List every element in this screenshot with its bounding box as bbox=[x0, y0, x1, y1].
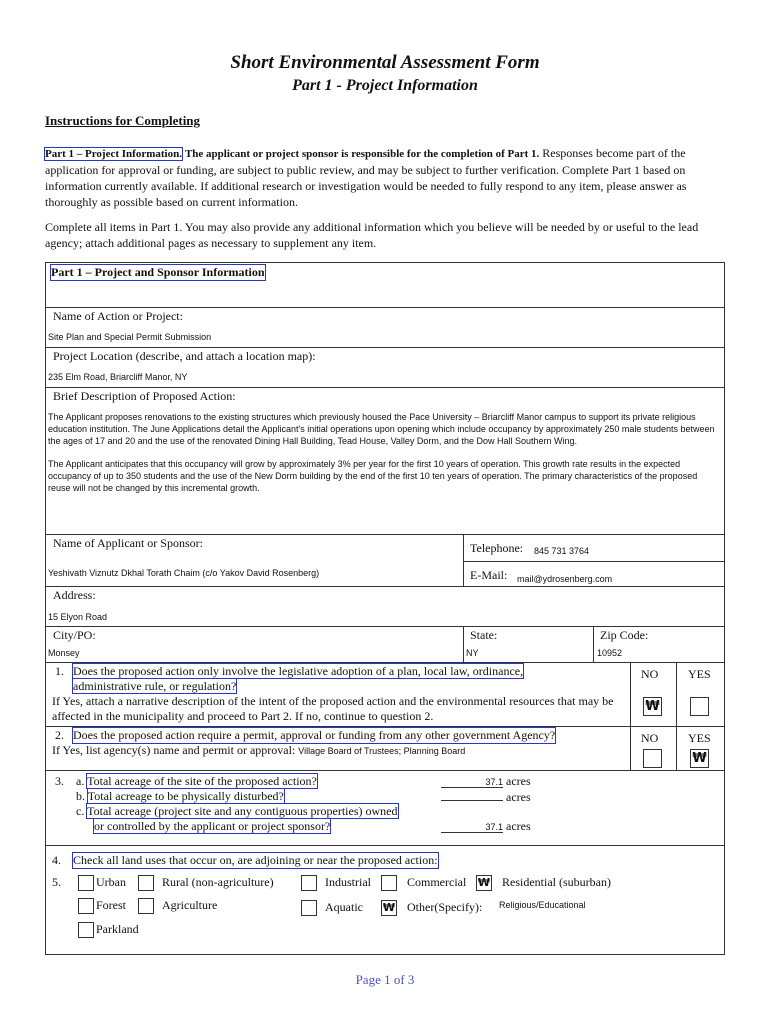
q1-no-label: NO bbox=[641, 667, 659, 681]
q3-a-prefix: a. bbox=[76, 774, 85, 788]
zip-label: Zip Code: bbox=[600, 628, 649, 642]
other-specify-field[interactable]: Religious/Educational bbox=[499, 900, 586, 910]
q3-b-answer bbox=[441, 789, 531, 805]
form-frame bbox=[45, 262, 725, 955]
other-checkbox[interactable]: ₩ bbox=[382, 901, 396, 914]
action-label: Name of Action or Project: bbox=[53, 309, 183, 323]
instructions-rest: Responses become part of the application for approval or funding, are subject to public review, and may be subject to further verification. Complete Part 1 based on information currently available. If additional research or investigation would be needed to fully respond to any item, please answer as thoroughly as possible based on current information. bbox=[45, 146, 687, 209]
parkland-label: Parkland bbox=[96, 922, 139, 936]
q1-number: 1. bbox=[55, 664, 64, 678]
city-field[interactable]: Monsey bbox=[48, 648, 80, 658]
instructions-paragraph-1 bbox=[45, 145, 725, 210]
q3-c-prefix: c. bbox=[76, 804, 85, 818]
part1-link[interactable]: Part 1 – Project Information. bbox=[45, 148, 182, 160]
q3-c bbox=[76, 804, 398, 834]
form-title: Short Environmental Assessment Form bbox=[230, 52, 540, 73]
q1-followup: If Yes, attach a narrative description of the intent of the proposed action and the environmental resources that may be affected in the municipality and proceed to Part 2. If no, continue to question 2. bbox=[52, 694, 614, 723]
instructions-bold: The applicant or project sponsor is responsible for the completion of Part 1. bbox=[184, 148, 540, 160]
rural-label: Rural (non-agriculture) bbox=[162, 875, 274, 889]
q2-question: Does the proposed action require a permit, approval or funding from any other government Agency? bbox=[73, 728, 556, 742]
q2-followup bbox=[52, 743, 465, 758]
q3-a-label: Total acreage of the site of the proposed action? bbox=[87, 774, 317, 788]
q2-yes-checkbox[interactable]: ₩ bbox=[690, 749, 709, 768]
q2-yes-label: YES bbox=[688, 731, 711, 745]
commercial-label: Commercial bbox=[407, 875, 467, 889]
q1-question-line2: administrative rule, or regulation? bbox=[73, 679, 237, 693]
form-subtitle: Part 1 - Project Information bbox=[292, 77, 478, 94]
q4-number: 4. bbox=[52, 853, 61, 867]
q5-number: 5. bbox=[52, 875, 61, 889]
agriculture-checkbox[interactable] bbox=[138, 898, 154, 914]
q1-yes-checkbox[interactable] bbox=[690, 697, 709, 716]
section-heading: Part 1 – Project and Sponsor Information bbox=[51, 265, 265, 279]
q1-question bbox=[73, 664, 523, 694]
other-label: Other(Specify): bbox=[407, 900, 483, 914]
applicant-label: Name of Applicant or Sponsor: bbox=[53, 536, 203, 550]
q2-agencies-field[interactable]: Village Board of Trustees; Planning Board bbox=[298, 746, 466, 756]
forest-checkbox[interactable] bbox=[78, 898, 94, 914]
page-number: Page 1 of 3 bbox=[355, 972, 415, 987]
q3-b-field[interactable] bbox=[441, 789, 503, 801]
description-paragraph-1: The Applicant proposes renovations to the existing structures which previously housed the Pace University – Briarcliff Manor campus to support its private religious education institution. The June Applications detail the Applicant's initial operations upon opening which include occupancy by approximately 250 male students between the ages of 17 and 20 and the use of the renovated Dining Hall Building, Tead House, Valley Dorm, and the Dow Hall Southern Wing. bbox=[48, 412, 715, 446]
description-field[interactable] bbox=[48, 411, 720, 494]
q1-yes-label: YES bbox=[688, 667, 711, 681]
industrial-label: Industrial bbox=[325, 875, 371, 889]
telephone-field[interactable]: 845 731 3764 bbox=[534, 546, 590, 556]
address-label: Address: bbox=[53, 588, 96, 602]
description-paragraph-2: The Applicant anticipates that this occupancy will grow by approximately 3% per year for the first 10 years of operation. This growth rate results in the expected occupancy of up to 350 students and the use of the New Dorm building by the end of the first 10 ten years of operation. The primary characteristics of the proposed reuse will not be changed by this incremental growth. bbox=[48, 459, 698, 493]
address-field[interactable]: 15 Elyon Road bbox=[48, 612, 108, 622]
action-field[interactable]: Site Plan and Special Permit Submission bbox=[48, 332, 212, 342]
q3-b-unit: acres bbox=[506, 790, 531, 804]
applicant-field[interactable]: Yeshivath Viznutz Dkhal Torath Chaim (c/o Yakov David Rosenberg) bbox=[48, 568, 320, 578]
q4-question: Check all land uses that occur on, are adjoining or near the proposed action: bbox=[73, 853, 438, 867]
agriculture-label: Agriculture bbox=[162, 898, 218, 912]
q3-c-answer bbox=[441, 819, 531, 834]
q3-b-label: Total acreage to be physically disturbed? bbox=[87, 789, 284, 803]
state-field[interactable]: NY bbox=[466, 648, 479, 658]
q3-number: 3. bbox=[55, 774, 64, 788]
q3-a-unit: acres bbox=[506, 774, 531, 788]
q3-c-field[interactable]: 37.1 bbox=[441, 822, 503, 833]
residential-label: Residential (suburban) bbox=[502, 875, 611, 889]
q2-no-label: NO bbox=[641, 731, 659, 745]
forest-label: Forest bbox=[96, 898, 126, 912]
instructions-paragraph-2: Complete all items in Part 1. You may also provide any additional information which you believe will be needed by or useful to the lead agency; attach additional pages as necessary to supplement any item. bbox=[45, 220, 699, 250]
q3-b-prefix: b. bbox=[76, 789, 85, 803]
q3-b bbox=[76, 789, 284, 804]
telephone-label: Telephone: bbox=[470, 541, 524, 555]
urban-checkbox[interactable] bbox=[78, 875, 94, 891]
q1-question-line1: Does the proposed action only involve the legislative adoption of a plan, local law, ordinance, bbox=[73, 664, 524, 678]
email-field[interactable]: mail@ydrosenberg.com bbox=[517, 574, 613, 584]
q3-c-label-line2: or controlled by the applicant or project sponsor? bbox=[94, 819, 331, 833]
q2-no-checkbox[interactable] bbox=[643, 749, 662, 768]
q1-no-checkbox[interactable]: ₩ bbox=[643, 697, 662, 716]
q3-a-answer bbox=[441, 774, 531, 789]
description-label: Brief Description of Proposed Action: bbox=[53, 389, 236, 403]
state-label: State: bbox=[470, 628, 498, 642]
q3-a bbox=[76, 774, 317, 789]
zip-field[interactable]: 10952 bbox=[597, 648, 623, 658]
city-label: City/PO: bbox=[53, 628, 96, 642]
rural-checkbox[interactable] bbox=[138, 875, 154, 891]
q3-a-field[interactable]: 37.1 bbox=[441, 777, 503, 788]
location-field[interactable]: 235 Elm Road, Briarcliff Manor, NY bbox=[48, 372, 188, 382]
aquatic-checkbox[interactable] bbox=[301, 900, 317, 916]
q2-followup-text: If Yes, list agency(s) name and permit or approval: bbox=[52, 743, 296, 757]
q3-c-unit: acres bbox=[506, 819, 531, 833]
urban-label: Urban bbox=[96, 875, 126, 889]
residential-checkbox[interactable]: ₩ bbox=[477, 876, 491, 889]
industrial-checkbox[interactable] bbox=[301, 875, 317, 891]
q2-number: 2. bbox=[55, 728, 64, 742]
q3-c-label-line1: Total acreage (project site and any contiguous properties) owned bbox=[87, 804, 398, 818]
email-label: E-Mail: bbox=[470, 568, 508, 582]
instructions-heading: Instructions for Completing bbox=[45, 113, 201, 128]
location-label: Project Location (describe, and attach a location map): bbox=[53, 349, 316, 363]
commercial-checkbox[interactable] bbox=[381, 875, 397, 891]
aquatic-label: Aquatic bbox=[325, 900, 363, 914]
parkland-checkbox[interactable] bbox=[78, 922, 94, 938]
